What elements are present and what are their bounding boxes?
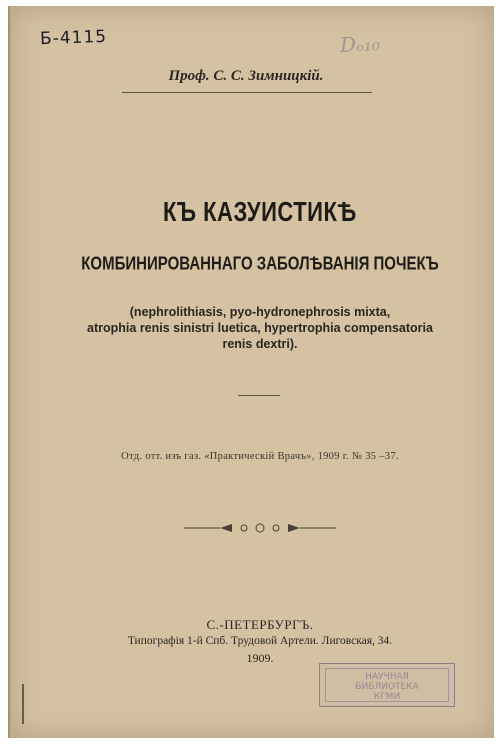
author-underline [122,92,372,93]
latin-description [40,304,480,352]
pencil-mark: Dₒ₁₀ [339,30,381,58]
title-heading: КЪ КАЗУИСТИКѢ [162,196,358,228]
title-page [8,6,494,738]
call-number: Б-4115 [39,26,108,50]
author-line: Проф. С. С. Зимницкій. [168,68,324,84]
latin-line-3: renis dextri). [222,337,298,351]
ornament-divider [180,518,340,538]
section-divider [238,395,280,396]
imprint-printer: Типографія 1-й Спб. Трудовой Артели. Лиговская, 34. [127,635,393,647]
imprint-year: 1909. [246,651,274,665]
stamp-line-1: НАУЧНАЯ [365,672,409,682]
subtitle-heading: КОМБИНИРОВАННАГО ЗАБОЛѢВАНІЯ ПОЧЕКЪ [81,254,439,275]
offprint-note: Отд. отт. изъ газ. «Практическій Врачъ», 1909 г. № 35 –37. [121,451,399,462]
library-stamp [319,663,455,707]
binding-mark [22,684,24,724]
latin-line-1: (nephrolithiasis, pyo-hydronephrosis mixta, [129,305,391,319]
stamp-line-3: КГМИ [373,692,401,702]
imprint-city: С.-ПЕТЕРБУРГЪ. [206,617,314,632]
stamp-line-2: БИБЛИОТЕКА [355,682,419,692]
latin-line-2: atrophia renis sinistri luetica, hypertrophia compensatoria [87,321,433,335]
library-stamp-text [325,668,449,702]
